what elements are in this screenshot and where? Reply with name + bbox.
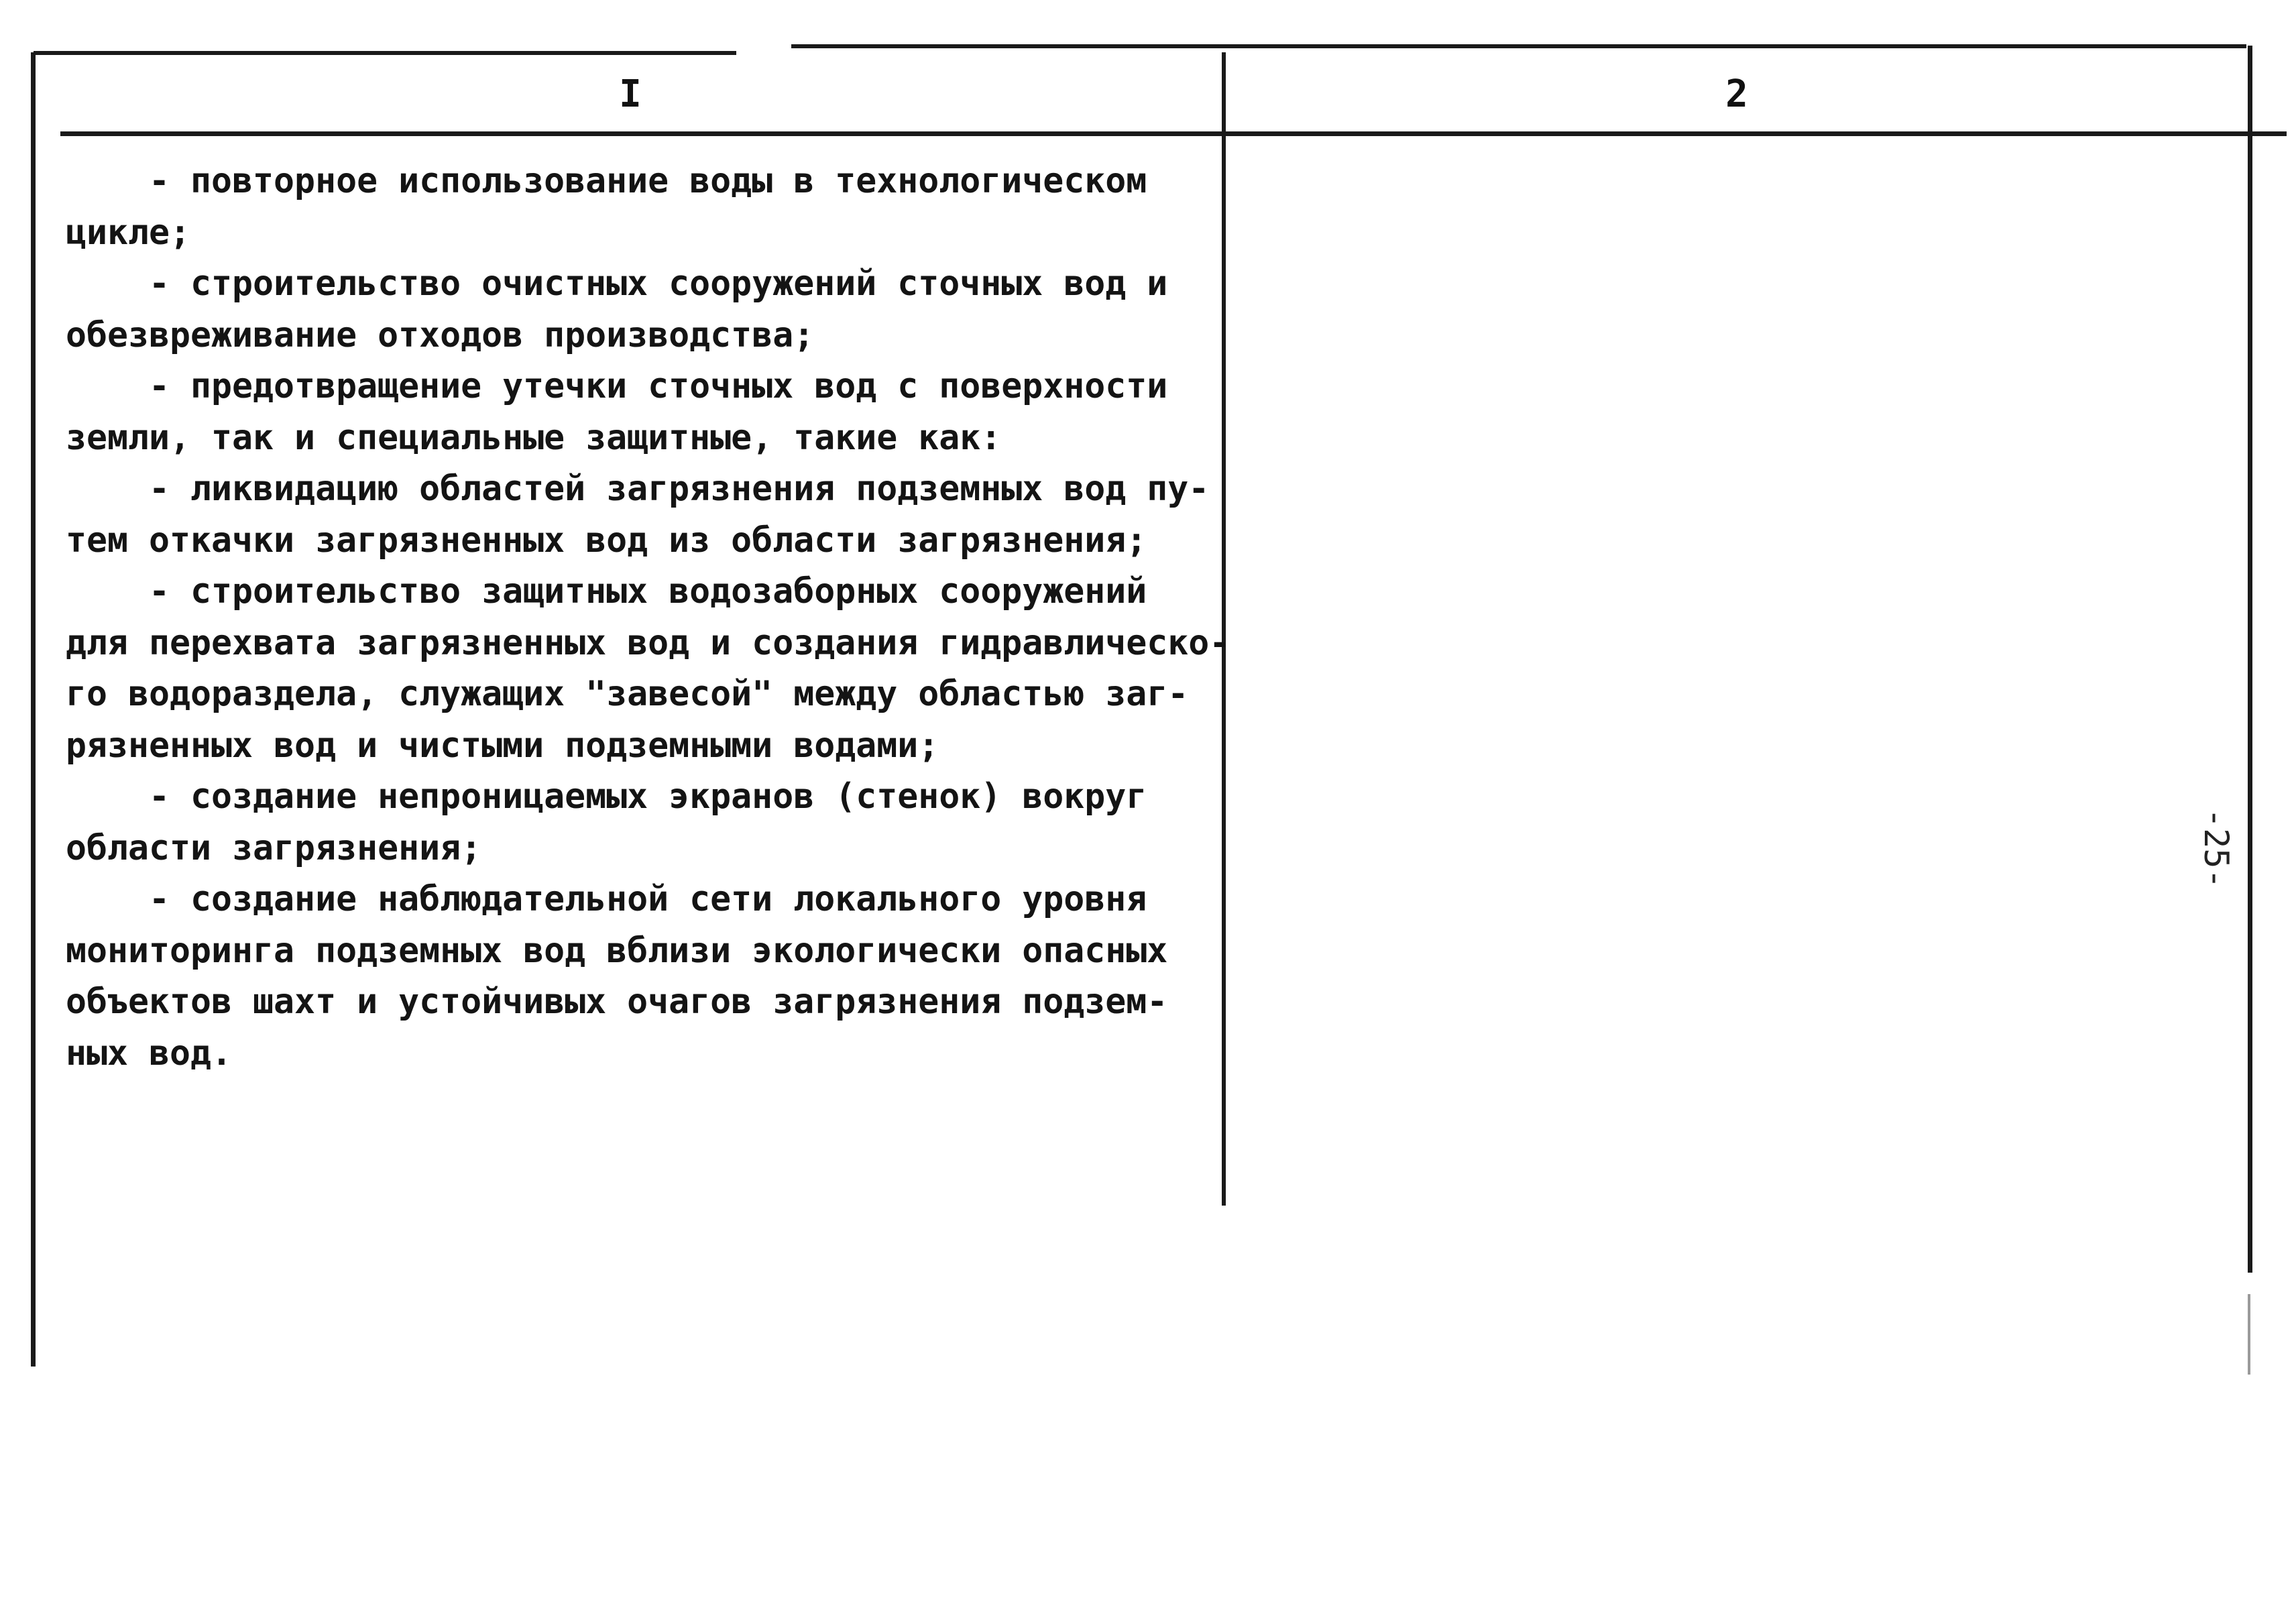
text-line: цикле; <box>66 212 191 253</box>
text-line: мониторинга подземных вод вблизи экологически опасных <box>66 930 1168 971</box>
text-line: - повторное использование воды в технологическом <box>66 161 1147 201</box>
text-line: обезвреживание отходов производства; <box>66 314 815 355</box>
text-line: - строительство защитных водозаборных сооружений <box>66 571 1147 612</box>
column-1-text <box>66 156 1230 1079</box>
text-line: - создание непроницаемых экранов (стенок) вокруг <box>66 776 1147 817</box>
page-number: -25- <box>2197 808 2236 889</box>
text-line: земли, так и специальные защитные, такие как: <box>66 417 1002 458</box>
column-header-2: 2 <box>1725 72 1748 116</box>
text-line: тем откачки загрязненных вод из области загрязнения; <box>66 520 1147 561</box>
text-line: ных вод. <box>66 1033 233 1074</box>
table-right-border-tail <box>2248 1294 2250 1375</box>
text-line: - строительство очистных сооружений сточных вод и <box>66 264 1168 304</box>
table-top-rule-right <box>791 44 2246 48</box>
text-line: - предотвращение утечки сточных вод с поверхности <box>66 366 1168 406</box>
text-line: го водораздела, служащих "завесой" между областью заг- <box>66 674 1189 714</box>
text-line: объектов шахт и устойчивых очагов загрязнения подзем- <box>66 982 1168 1022</box>
text-line: для перехвата загрязненных вод и создания гидравлическо- <box>66 622 1230 663</box>
table-right-border <box>2248 46 2252 1273</box>
text-line: области загрязнения; <box>66 827 482 868</box>
text-line: - ликвидацию областей загрязнения подземных вод пу- <box>66 469 1210 509</box>
table-top-rule-left <box>34 51 736 55</box>
table-header-rule <box>60 131 2287 136</box>
text-line: рязненных вод и чистыми подземными водами; <box>66 725 939 766</box>
column-header-1: I <box>619 72 642 116</box>
table-left-border <box>31 52 36 1367</box>
text-line: - создание наблюдательной сети локального уровня <box>66 879 1147 919</box>
